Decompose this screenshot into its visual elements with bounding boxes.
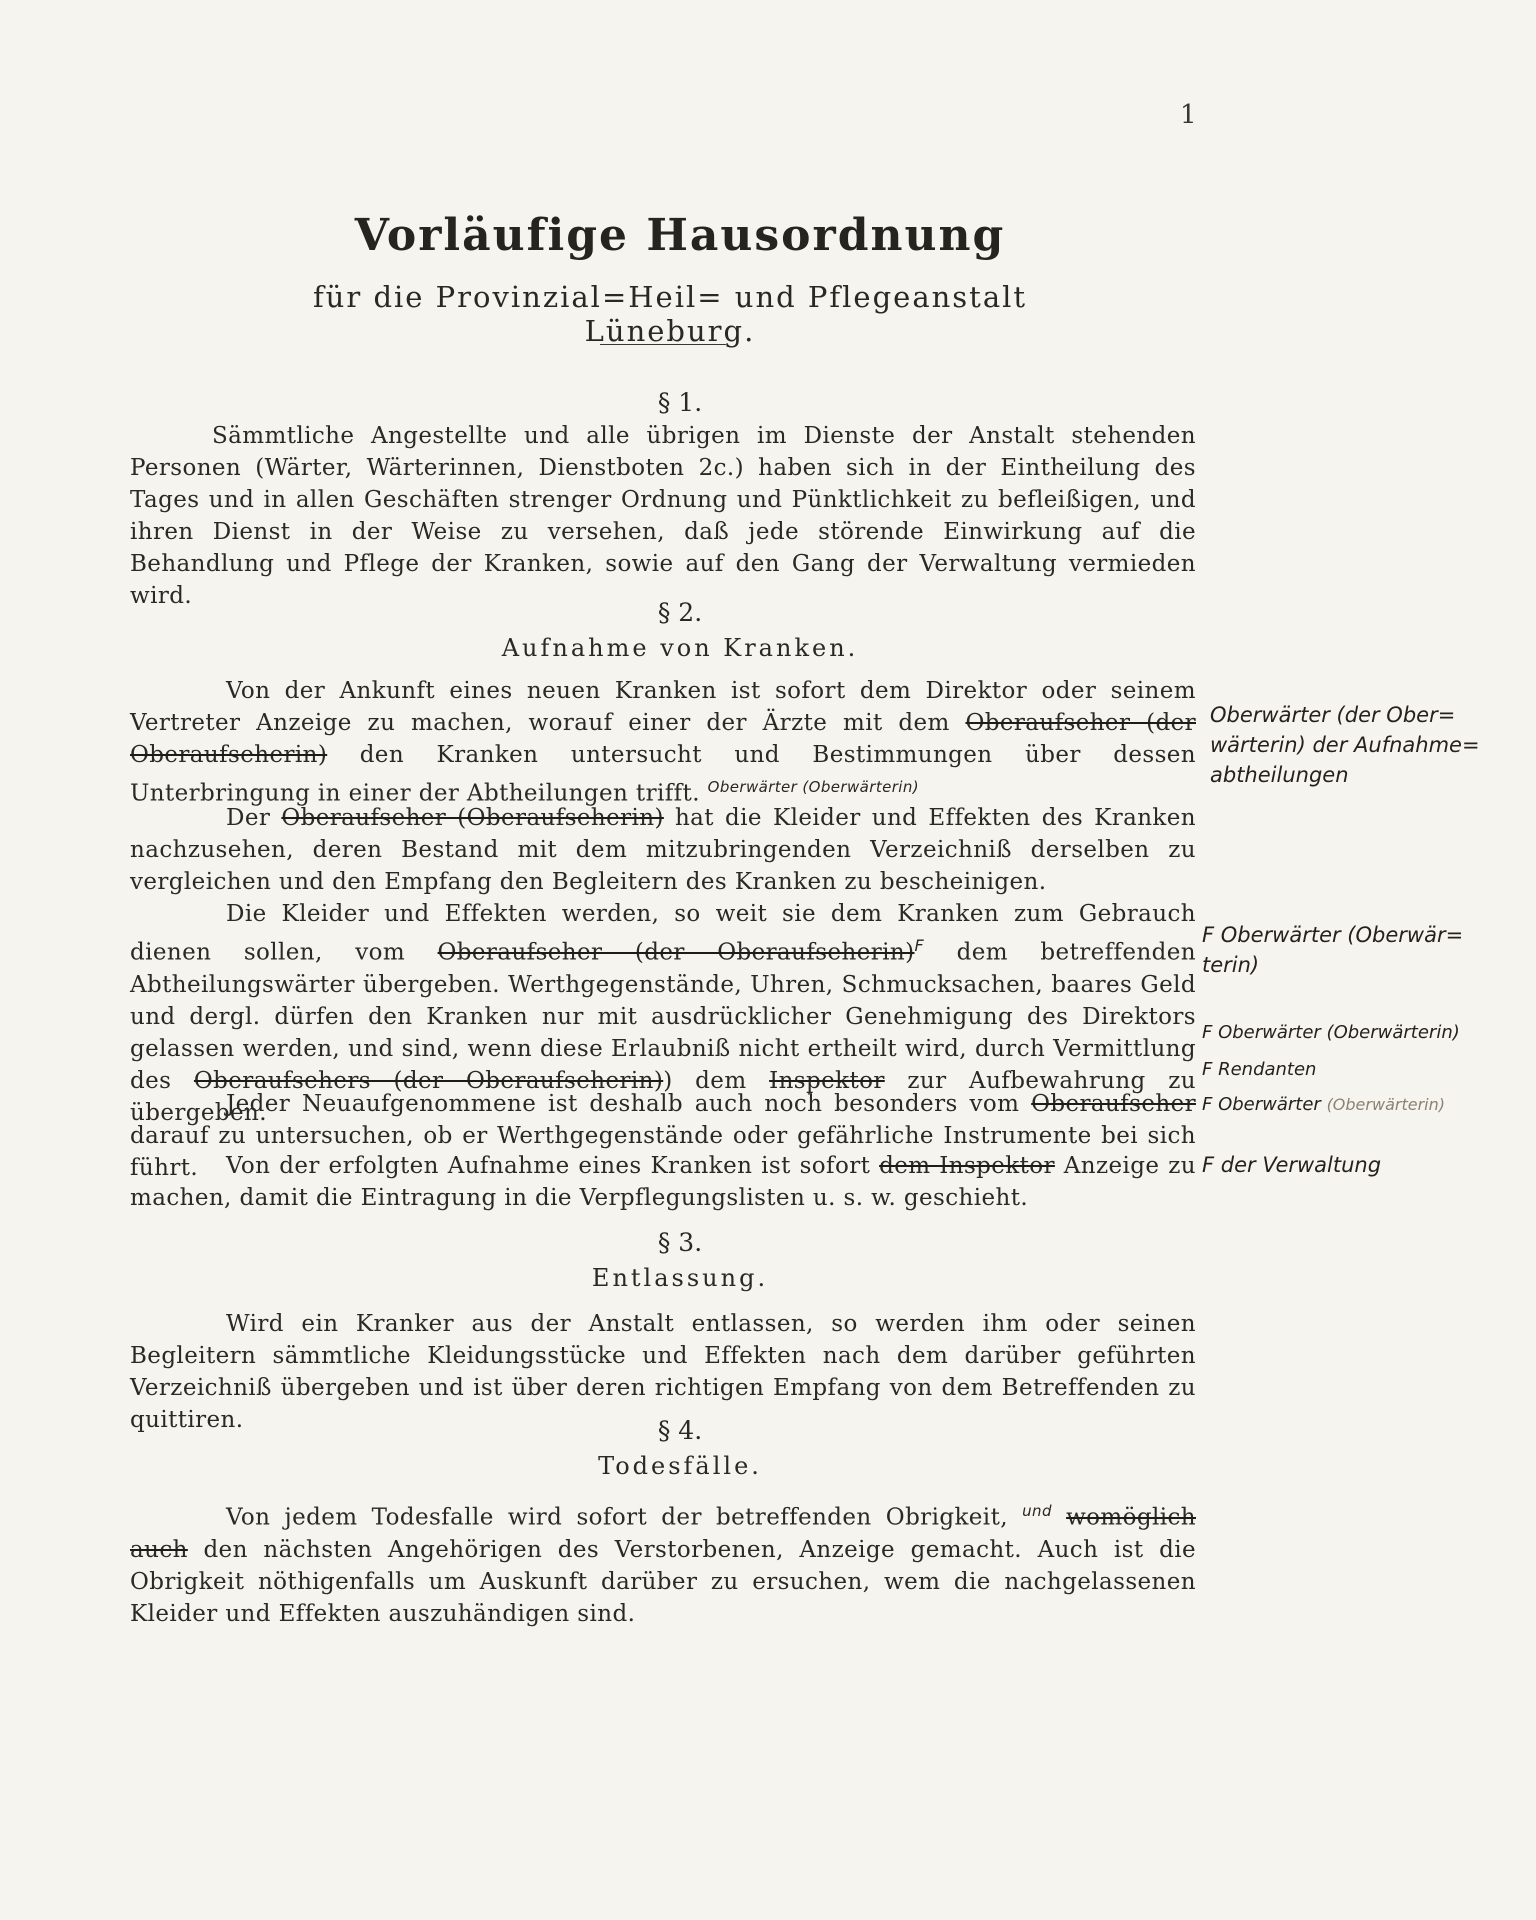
section-2-mark: § 2.	[657, 598, 703, 627]
section-2-heading: Aufnahme von Kranken.	[501, 634, 859, 662]
text-run: Anzeige zu machen, damit die Eintragung in die Verpflegungslisten u. s. w. geschieht.	[130, 1153, 1196, 1211]
struck-text: Oberaufseher	[1031, 1091, 1196, 1117]
struck-text: dem Inspektor	[879, 1153, 1055, 1179]
text-run: Von der erfolgten Aufnahme eines Kranken ist sofort	[226, 1153, 871, 1179]
handwritten-insertion: Oberwärter (Oberwärterin)	[707, 778, 920, 796]
insertion-mark: F	[914, 936, 925, 955]
margin-note-rendanten: F Rendanten	[1202, 1059, 1317, 1080]
margin-note-pale-text: (Oberwärterin)	[1326, 1095, 1445, 1114]
margin-note-line: abtheilungen	[1210, 763, 1349, 787]
text-run: den nächsten Angehörigen des Verstorbenen, Anzeige gemacht. Auch ist die Obrigkeit nöthigenfalls um Auskunft darüber zu ersuchen, wem die nachgelassenen Kleider und Effekten auszuhändigen sind.	[130, 1536, 1196, 1627]
section-4-mark: § 4.	[657, 1416, 703, 1445]
section-3-heading: Entlassung.	[591, 1264, 769, 1292]
struck-text: Oberaufseher (der Oberaufseherin)	[130, 710, 1196, 768]
section-4-heading: Todesfälle.	[598, 1452, 762, 1480]
margin-note-oberwaerterin: F Oberwärter (Oberwärterin)	[1202, 1022, 1460, 1043]
text-run: darauf zu untersuchen, ob er Werthgegenstände oder gefährliche Instrumente bei sich führt.	[130, 1123, 1196, 1181]
section-1-mark: § 1.	[657, 388, 703, 417]
margin-note-line: wärterin) der Aufnahme=	[1210, 733, 1480, 757]
text-run: dem betreffenden Abtheilungswärter übergeben. Werthgegenstände, Uhren, Schmucksachen, baares Geld und dergl. dürfen den Kranken nur mit ausdrücklicher Genehmigung des Direktors gelassen werden, und sind, wenn diese Erlaubniß nicht ertheilt wird, durch Vermittlung des	[130, 939, 1197, 1094]
margin-note-text: F Oberwärter	[1202, 1094, 1321, 1115]
section-3-mark: § 3.	[657, 1228, 703, 1257]
margin-note-oberwaerter-aufnahme	[1210, 700, 1480, 790]
margin-note-verwaltung: F der Verwaltung	[1202, 1153, 1382, 1177]
text-run: hat die Kleider und Effekten des Kranken nachzusehen, deren Bestand mit dem mitzubringenden Verzeichniß derselben zu vergleichen und den Empfang den Begleitern des Kranken zu bescheinigen.	[130, 805, 1196, 895]
struck-text: Oberaufsehers (der Oberaufseherin)	[193, 1067, 664, 1094]
text-run: Der	[226, 805, 271, 831]
text-run: Jeder Neuaufgenommene ist deshalb auch noch besonders vom	[226, 1091, 1020, 1117]
text-run: ) dem	[663, 1067, 747, 1094]
text-run: Von jedem Todesfalle wird sofort der betreffenden Obrigkeit,	[226, 1504, 1008, 1531]
section-2-paragraph-2	[130, 802, 1196, 898]
section-2-paragraph-5	[130, 1150, 1196, 1214]
document-subtitle: für die Provinzial=Heil= und Pflegeanstalt Lüneburg.	[312, 280, 1028, 348]
struck-text: womöglich auch	[130, 1504, 1196, 1563]
section-1-text: Sämmtliche Angestellte und alle übrigen im Dienste der Anstalt stehenden Personen (Wärter, Wärterinnen, Dienstboten 2c.) haben sich in der Eintheilung des Tages und in allen Geschäften strenger Ordnung und Pünktlichkeit zu befleißigen, und ihren Dienst in der Weise zu versehen, daß jede störende Einwirkung auf die Behandlung und Pflege der Kranken, sowie auf den Gang der Verwaltung vermieden wird.	[130, 423, 1196, 609]
page-number: 1	[1180, 100, 1197, 130]
title-divider	[600, 344, 726, 345]
document-title: Vorläufige Hausordnung	[354, 210, 1006, 261]
handwritten-insertion: und	[1022, 1502, 1052, 1520]
section-3-text: Wird ein Kranker aus der Anstalt entlassen, so werden ihm oder seinen Begleitern sämmtliche Kleidungsstücke und Effekten nach dem darüber geführten Verzeichniß übergeben und ist über deren richtigen Empfang von dem Betreffenden zu quittiren.	[130, 1311, 1196, 1433]
struck-text: Inspektor	[769, 1067, 885, 1094]
text-run: den Kranken untersucht und Bestimmungen über dessen Unterbringung in einer der Abtheilungen trifft.	[130, 742, 1196, 807]
margin-note-oberwaerter	[1202, 920, 1463, 980]
margin-note-line: Oberwärter (der Ober=	[1210, 703, 1456, 727]
margin-note-oberwaerter-2	[1202, 1090, 1445, 1120]
struck-text: Oberaufseher (Oberaufseherin)	[281, 805, 664, 831]
section-2-paragraph-1	[130, 675, 1196, 810]
margin-note-line: F Oberwärter (Oberwär=	[1202, 923, 1464, 947]
text-run: Von der Ankunft eines neuen Kranken ist sofort dem Direktor oder seinem Vertreter Anzeige zu machen, worauf einer der Ärzte mit dem	[130, 678, 1196, 736]
struck-text: Oberaufseher (der Oberaufseherin)	[437, 939, 915, 966]
section-4-text	[130, 1495, 1196, 1630]
margin-note-line: terin)	[1202, 953, 1260, 977]
text-run: Die Kleider und Effekten werden, so weit sie dem Kranken zum Gebrauch dienen sollen, vom	[130, 901, 1196, 966]
text-run: zur Aufbewahrung zu übergeben.	[130, 1067, 1196, 1126]
